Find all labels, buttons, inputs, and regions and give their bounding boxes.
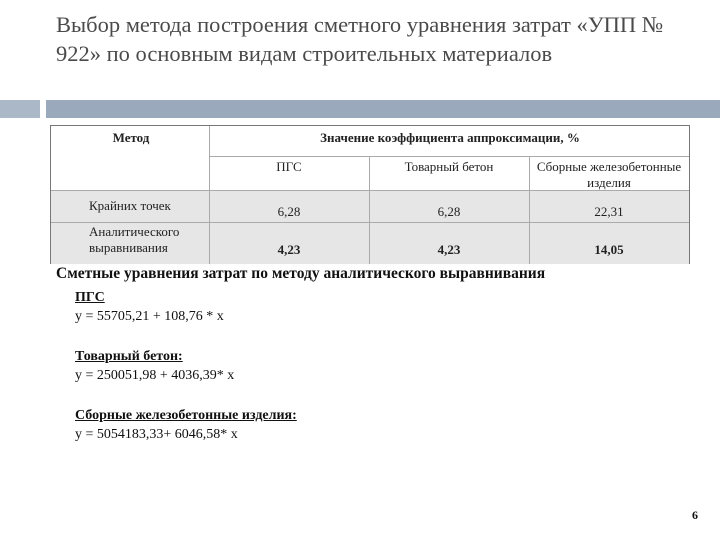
grid-line [51,222,689,223]
equation-label-precast: Сборные железобетонные изделия: [75,408,297,423]
grid-line [209,126,210,264]
table-cell: 22,31 [594,204,624,219]
grid-line [529,156,530,264]
row-method-label: Крайних точек [89,198,171,213]
grid-line [369,156,370,264]
section-subtitle: Сметные уравнения затрат по методу аналитического выравнивания [56,265,546,282]
column-header-pgs: ПГС [276,159,302,174]
equation-precast: у = 5054183,33+ 6046,58* х [75,427,238,442]
slide-title: Выбор метода построения сметного уравнения затрат «УПП № 922» по основным видам строительных материалов [56,12,664,66]
equation-label-pgs: ПГС [75,290,105,305]
row-method-label: Аналитического выравнивания [89,224,180,255]
column-header-precast: Сборные железобетонные изделия [536,159,682,190]
grid-line [209,156,689,157]
equation-label-concrete: Товарный бетон: [75,349,183,364]
equation-concrete: у = 250051,98 + 4036,39* х [75,368,235,383]
table-cell: 14,05 [594,242,624,257]
page-number: 6 [692,508,698,522]
header-value: Значение коэффициента аппроксимации, % [320,130,580,145]
table-cell: 6,28 [277,204,301,219]
approximation-table [50,125,690,264]
table-cell: 4,23 [277,242,301,257]
header-method: Метод [112,130,150,145]
column-header-concrete: Товарный бетон [404,159,494,174]
equation-pgs: у = 55705,21 + 108,76 * х [75,309,224,324]
table-cell: 4,23 [437,242,461,257]
table-cell: 6,28 [437,204,461,219]
decor-bar-right [46,100,720,118]
decor-bar-left [0,100,40,118]
